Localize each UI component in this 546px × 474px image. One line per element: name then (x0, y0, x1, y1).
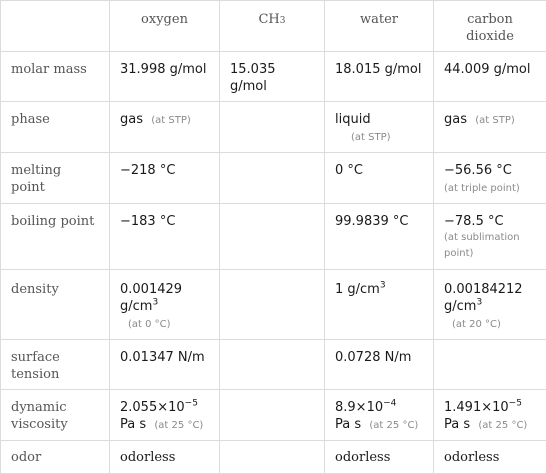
phase-note: (at STP) (151, 115, 191, 126)
phase-value: gas (444, 112, 467, 127)
cell-co2-boiling-point (434, 204, 546, 270)
cell-water-dynamic-viscosity (325, 390, 434, 441)
cell-co2-molar-mass: 44.009 g/mol (434, 52, 546, 102)
cell-oxygen-phase (110, 102, 220, 153)
cell-oxygen-odor: odorless (110, 441, 220, 474)
viscosity-exponent: −5 (509, 399, 522, 409)
col-header-oxygen: oxygen (110, 1, 220, 52)
viscosity-note: (at 25 °C) (369, 420, 418, 431)
viscosity-note: (at 25 °C) (478, 420, 527, 431)
col-header-ch3 (220, 1, 325, 52)
phase-note: (at STP) (475, 115, 515, 126)
cell-oxygen-melting-point: −218 °C (110, 153, 220, 204)
row-label-melting-point: melting point (1, 153, 110, 204)
col-header-carbon-dioxide: carbon dioxide (434, 1, 546, 52)
table-row-molar-mass (1, 52, 546, 102)
viscosity-exponent: −5 (185, 399, 198, 409)
viscosity-unit: Pa s (444, 417, 470, 432)
row-label-dynamic-viscosity: dynamic viscosity (1, 390, 110, 441)
viscosity-mantissa: 2.055×10 (120, 400, 185, 415)
density-exponent: 3 (152, 298, 158, 308)
table-row-density (1, 270, 546, 340)
melting-value: −56.56 °C (444, 163, 512, 178)
viscosity-unit: Pa s (335, 417, 361, 432)
cell-ch3-molar-mass: 15.035 g/mol (220, 52, 325, 102)
viscosity-mantissa: 8.9×10 (335, 400, 383, 415)
cell-ch3-odor (220, 441, 325, 474)
density-value: 0.001429 g/cm (120, 282, 182, 314)
cell-ch3-dynamic-viscosity (220, 390, 325, 441)
viscosity-exponent: −4 (383, 399, 396, 409)
density-note: (at 0 °C) (120, 319, 171, 330)
cell-co2-dynamic-viscosity (434, 390, 546, 441)
cell-oxygen-density (110, 270, 220, 340)
density-value: 1 g/cm (335, 282, 380, 297)
cell-co2-melting-point (434, 153, 546, 204)
cell-ch3-surface-tension (220, 340, 325, 390)
cell-co2-odor: odorless (434, 441, 546, 474)
viscosity-note: (at 25 °C) (154, 420, 203, 431)
cell-ch3-density (220, 270, 325, 340)
row-label-phase: phase (1, 102, 110, 153)
boiling-note: (at sublimation point) (444, 230, 536, 262)
cell-ch3-melting-point (220, 153, 325, 204)
table-row-dynamic-viscosity (1, 390, 546, 441)
cell-water-melting-point: 0 °C (325, 153, 434, 204)
cell-oxygen-boiling-point: −183 °C (110, 204, 220, 270)
cell-oxygen-dynamic-viscosity (110, 390, 220, 441)
row-label-odor: odor (1, 441, 110, 474)
table-row-odor (1, 441, 546, 474)
phase-value: gas (120, 112, 143, 127)
phase-value: liquid (335, 112, 371, 127)
density-exponent: 3 (476, 298, 482, 308)
ch3-subscript: 3 (280, 16, 286, 26)
row-label-density: density (1, 270, 110, 340)
table-row-phase (1, 102, 546, 153)
table-row-boiling-point (1, 204, 546, 270)
cell-ch3-boiling-point (220, 204, 325, 270)
density-exponent: 3 (380, 281, 386, 291)
col-header-water: water (325, 1, 434, 52)
ch3-label: CH (258, 12, 279, 27)
header-row (1, 1, 546, 52)
cell-water-boiling-point: 99.9839 °C (325, 204, 434, 270)
cell-water-density (325, 270, 434, 340)
viscosity-unit: Pa s (120, 417, 146, 432)
table-row-melting-point (1, 153, 546, 204)
table-row-surface-tension (1, 340, 546, 390)
melting-note: (at triple point) (444, 183, 520, 194)
cell-water-molar-mass: 18.015 g/mol (325, 52, 434, 102)
cell-water-phase (325, 102, 434, 153)
corner-cell (1, 1, 110, 52)
boiling-value: −78.5 °C (444, 214, 504, 229)
cell-ch3-phase (220, 102, 325, 153)
cell-co2-density (434, 270, 546, 340)
density-value: 0.00184212 g/cm (444, 282, 523, 314)
cell-water-surface-tension: 0.0728 N/m (325, 340, 434, 390)
row-label-molar-mass: molar mass (1, 52, 110, 102)
cell-water-odor: odorless (325, 441, 434, 474)
viscosity-mantissa: 1.491×10 (444, 400, 509, 415)
cell-co2-phase (434, 102, 546, 153)
cell-co2-surface-tension (434, 340, 546, 390)
density-note: (at 20 °C) (444, 319, 501, 330)
cell-oxygen-surface-tension: 0.01347 N/m (110, 340, 220, 390)
row-label-surface-tension: surface tension (1, 340, 110, 390)
cell-oxygen-molar-mass: 31.998 g/mol (110, 52, 220, 102)
phase-note: (at STP) (335, 132, 391, 143)
row-label-boiling-point: boiling point (1, 204, 110, 270)
